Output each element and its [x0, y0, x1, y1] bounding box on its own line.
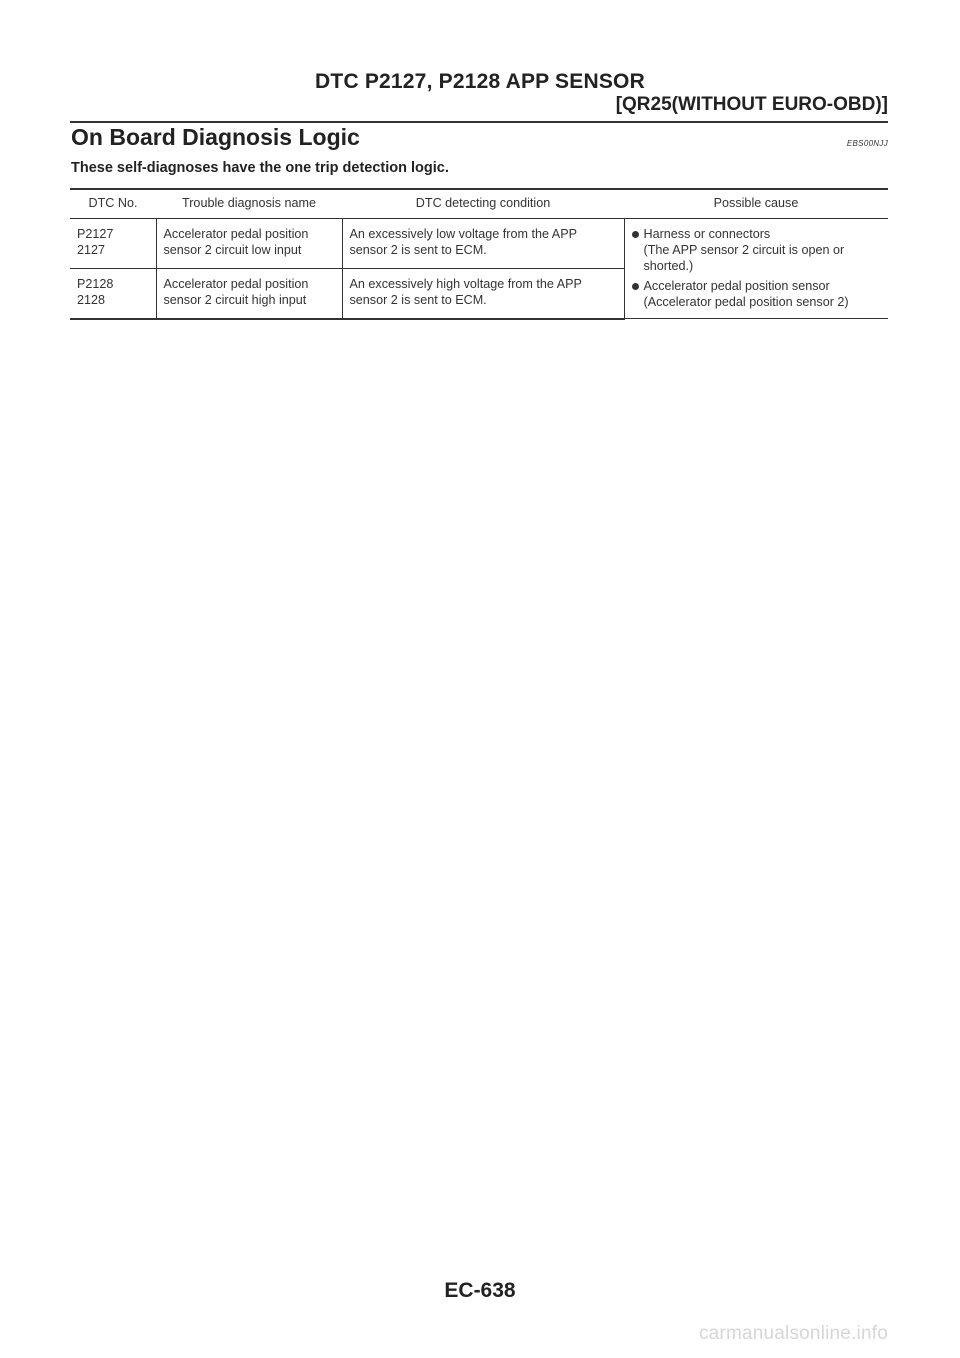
- section-reference-code: EBS00NJJ: [846, 139, 888, 148]
- cause-line: (Accelerator pedal position sensor 2): [643, 295, 849, 309]
- cell-trouble-diagnosis-name: [156, 219, 342, 269]
- condition-line: An excessively high voltage from the APP: [349, 276, 582, 291]
- cause-line: shorted.): [643, 259, 694, 273]
- dtc-table: [70, 188, 888, 320]
- cause-item: [632, 226, 882, 274]
- header-rule: [70, 121, 888, 123]
- page-header-title: DTC P2127, P2128 APP SENSOR: [315, 70, 645, 93]
- dtc-code: P2127: [77, 227, 114, 241]
- dtc-code-short: 2128: [77, 292, 106, 307]
- cell-dtc-no: [70, 219, 156, 269]
- section-title: On Board Diagnosis Logic: [71, 124, 360, 150]
- cell-possible-cause: [624, 219, 888, 319]
- cell-dtc-no: [70, 268, 156, 318]
- page-number: EC-638: [444, 1279, 516, 1302]
- diagnosis-name-line: Accelerator pedal position: [163, 276, 309, 291]
- condition-line: sensor 2 is sent to ECM.: [349, 292, 487, 307]
- col-header-dtc-no: DTC No.: [70, 189, 156, 219]
- cause-item: [632, 278, 882, 310]
- diagnosis-name-line: Accelerator pedal position: [163, 227, 309, 241]
- dtc-code-short: 2127: [77, 243, 106, 257]
- table-row: [70, 219, 888, 269]
- cell-dtc-detecting-condition: [342, 268, 624, 318]
- cause-line: Harness or connectors: [643, 227, 771, 241]
- cell-dtc-detecting-condition: [342, 219, 624, 269]
- col-header-trouble-diagnosis-name: Trouble diagnosis name: [156, 189, 342, 219]
- col-header-dtc-detecting-condition: DTC detecting condition: [342, 189, 624, 219]
- cause-line: Accelerator pedal position sensor: [643, 279, 830, 293]
- page-header-subtitle: [QR25(WITHOUT EURO-OBD)]: [615, 94, 888, 115]
- dtc-code: P2128: [77, 276, 114, 291]
- watermark: carmanualsonline.info: [698, 1323, 888, 1344]
- section-intro: These self-diagnoses have the one trip detection logic.: [71, 160, 449, 176]
- col-header-possible-cause: Possible cause: [624, 189, 888, 219]
- cell-trouble-diagnosis-name: [156, 268, 342, 318]
- diagnosis-name-line: sensor 2 circuit low input: [163, 243, 302, 257]
- condition-line: An excessively low voltage from the APP: [349, 227, 577, 241]
- cause-line: (The APP sensor 2 circuit is open or: [643, 243, 845, 257]
- diagnosis-name-line: sensor 2 circuit high input: [163, 292, 307, 307]
- condition-line: sensor 2 is sent to ECM.: [349, 243, 487, 257]
- table-header-row: [70, 189, 888, 219]
